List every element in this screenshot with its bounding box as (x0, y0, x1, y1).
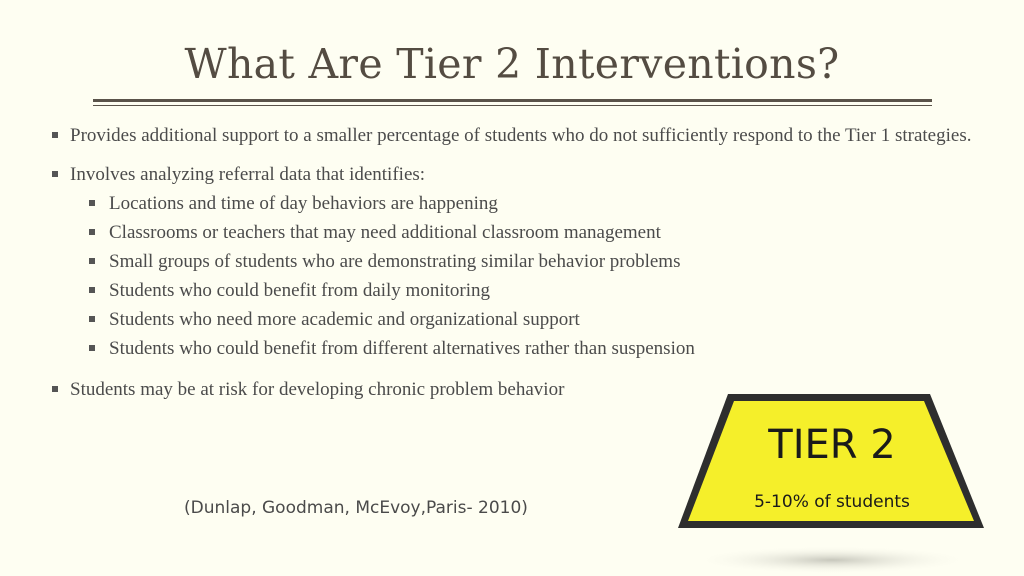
sub-bullet-item (89, 250, 1002, 273)
sub-bullet-square-icon (89, 229, 95, 235)
sub-bullet-item (89, 192, 1002, 215)
sub-bullet-text: Small groups of students who are demonstrating similar behavior problems (109, 251, 681, 272)
bullet-item (52, 163, 1002, 186)
sub-bullet-item (89, 337, 1002, 360)
tier-2-badge (672, 388, 992, 576)
sub-bullet-square-icon (89, 200, 95, 206)
sub-bullet-text: Students who could benefit from different alternatives rather than suspension (109, 338, 695, 359)
bullet-item (52, 124, 1002, 147)
bullet-square-icon (52, 171, 58, 177)
sub-bullet-square-icon (89, 287, 95, 293)
citation: (Dunlap, Goodman, McEvoy,Paris- 2010) (184, 498, 528, 518)
sub-bullet-item (89, 308, 1002, 331)
sub-bullet-text: Locations and time of day behaviors are happening (109, 193, 498, 214)
bullet-text: Students may be at risk for developing chronic problem behavior (70, 379, 565, 400)
slide-title: What Are Tier 2 Interventions? (184, 40, 840, 88)
sub-bullet-item (89, 279, 1002, 302)
title-divider-thin (93, 105, 932, 106)
sub-bullet-square-icon (89, 258, 95, 264)
badge-heading: TIER 2 (768, 422, 896, 468)
badge-shadow (692, 546, 972, 574)
bullet-list (52, 124, 1002, 401)
badge-subtext: 5-10% of students (754, 492, 910, 512)
sub-bullet-text: Students who need more academic and organizational support (109, 309, 580, 330)
bullet-text: Involves analyzing referral data that identifies: (70, 164, 426, 185)
bullet-square-icon (52, 386, 58, 392)
bullet-text: Provides additional support to a smaller percentage of students who do not sufficiently respond to the Tier 1 strategies. (70, 125, 972, 146)
sub-bullet-square-icon (89, 345, 95, 351)
sub-bullet-item (89, 221, 1002, 244)
sub-bullet-text: Classrooms or teachers that may need additional classroom management (109, 222, 661, 243)
title-divider-thick (93, 99, 932, 102)
sub-bullet-text: Students who could benefit from daily monitoring (109, 280, 491, 301)
bullet-square-icon (52, 132, 58, 138)
sub-bullet-square-icon (89, 316, 95, 322)
